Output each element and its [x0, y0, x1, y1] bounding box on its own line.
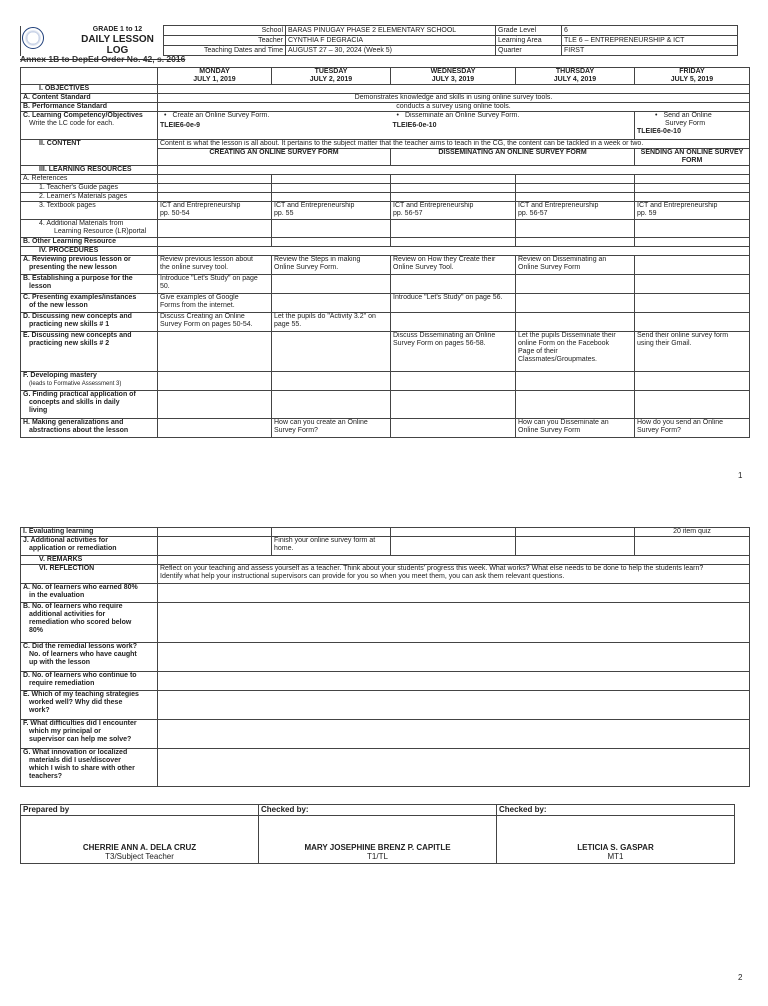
proc-i-label: I. Evaluating learning — [21, 528, 158, 537]
proc-c-wed: Introduce "Let's Study" on page 56. — [391, 294, 516, 313]
day-friday: FRIDAY — [679, 68, 705, 75]
proc-e-fri-2: using their Gmail. — [637, 340, 692, 347]
proc-c-label: C. Presenting examples/instances — [23, 294, 137, 301]
proc-a-wed-2: Online Survey Tool. — [393, 264, 454, 271]
learners-materials-label: 2. Learner's Materials pages — [21, 193, 158, 202]
proc-h-tue: How can you create an Online — [274, 419, 368, 426]
question-f-3: supervisor can help me solve? — [29, 736, 132, 743]
dates-label: Teaching Dates and Time — [164, 46, 286, 56]
day-tuesday: TUESDAY — [314, 68, 348, 75]
textbook-wed-pages: pp. 56-57 — [393, 210, 423, 217]
proc-b-label-2: lesson — [29, 283, 52, 290]
competency-wed: • Disseminate an Online Survey Form. — [393, 112, 633, 120]
date-monday: JULY 1, 2019 — [193, 76, 236, 83]
day-wednesday: WEDNESDAY — [430, 68, 476, 75]
additional-materials-label-2: Learning Resource (LR)portal — [54, 228, 147, 235]
signatory-title-2: T1/TL — [367, 852, 388, 861]
proc-g-label: G. Finding practical application of — [23, 391, 136, 398]
proc-a-label: A. Reviewing previous lesson or — [23, 256, 131, 263]
proc-d-tue-2: page 55. — [274, 321, 302, 328]
teachers-guide-label: 1. Teacher's Guide pages — [21, 184, 158, 193]
proc-b-mon: Introduce "Let's Study" on page — [160, 275, 258, 282]
proc-d-mon-2: Survey Form on pages 50-54. — [160, 321, 253, 328]
content-standard-label: A. Content Standard — [21, 94, 158, 103]
question-a-2: in the evaluation — [29, 592, 85, 599]
proc-a-mon: Review previous lesson about — [160, 256, 253, 263]
proc-b-mon-2: 50. — [160, 283, 170, 290]
textbook-mon-pages: pp. 50-54 — [160, 210, 190, 217]
day-monday: MONDAY — [199, 68, 230, 75]
proc-a-thu-2: Online Survey Form — [518, 264, 581, 271]
question-c-2: No. of learners who have caught — [29, 651, 137, 658]
proc-h-label: H. Making generalizations and — [23, 419, 124, 426]
question-b-2: additional activities for — [29, 611, 106, 618]
procedures-heading: IV. PROCEDURES — [21, 247, 158, 256]
date-tuesday: JULY 2, 2019 — [309, 76, 353, 83]
signatory-name-1: CHERRIE ANN A. DELA CRUZ — [82, 843, 197, 852]
proc-e-thu-4: Classmates/Groupmates. — [518, 356, 597, 363]
signature-table — [20, 804, 735, 864]
topic-creating: CREATING AN ONLINE SURVEY FORM — [158, 149, 391, 166]
proc-e-label-2: practicing new skills # 2 — [29, 340, 110, 347]
proc-c-label-2: of the new lesson — [29, 302, 88, 309]
page-number-2: 2 — [738, 973, 743, 982]
question-f: F. What difficulties did I encounter — [23, 720, 137, 727]
question-c-3: up with the lesson — [29, 659, 91, 666]
textbook-wed: ICT and Entrepreneurship — [393, 202, 474, 209]
textbook-thu-pages: pp. 56-57 — [518, 210, 548, 217]
topic-sending: SENDING AN ONLINE SURVEY FORM — [635, 149, 750, 166]
teacher-value: CYNTHIA F DEGRACIA — [286, 36, 496, 46]
proc-d-mon: Discuss Creating an Online — [160, 313, 245, 320]
proc-e-wed-2: Survey Form on pages 56-58. — [393, 340, 486, 347]
grade-level-value: 6 — [562, 26, 738, 36]
competency-fri: • Send an Online — [637, 112, 747, 120]
proc-a-thu: Review on Disseminating an — [518, 256, 607, 263]
textbook-mon: ICT and Entrepreneurship — [160, 202, 241, 209]
proc-c-mon-2: Forms from the internet. — [160, 302, 235, 309]
proc-h-fri-2: Survey Form? — [637, 427, 681, 434]
proc-j-label: J. Additional activities for — [23, 537, 108, 544]
proc-e-thu: Let the pupils Disseminate their — [518, 332, 616, 339]
proc-f-label: F. Developing mastery — [23, 372, 97, 379]
competency-mon: • Create an Online Survey Form. — [160, 112, 389, 120]
quarter-label: Quarter — [496, 46, 562, 56]
question-e: E. Which of my teaching strategies — [23, 691, 139, 698]
content-standard-value: Demonstrates knowledge and skills in using online survey tools. — [158, 94, 750, 103]
code-mon: TLEIE6-0e-9 — [160, 122, 201, 129]
checked-by-label-2: Checked by: — [497, 805, 735, 816]
other-resource-label: B. Other Learning Resource — [21, 238, 158, 247]
school-value: BARAS PINUGAY PHASE 2 ELEMENTARY SCHOOL — [286, 26, 496, 36]
proc-h-thu: How can you Disseminate an — [518, 419, 609, 426]
proc-e-label: E. Discussing new concepts and — [23, 332, 132, 339]
reflection-heading: VI. REFLECTION — [21, 565, 158, 584]
annex-note: Annex 1B to DepEd Order No. 42, s. 2016 — [20, 54, 186, 64]
proc-j-tue: Finish your online survey form at — [274, 537, 376, 544]
lesson-table-continued — [20, 527, 750, 787]
objectives-heading: I. OBJECTIVES — [21, 85, 158, 94]
reflection-text-2: Identify what help your instructional supervisors can provide for you so when you meet them, you can ask them relevant questions. — [160, 573, 565, 580]
proc-c-mon: Give examples of Google — [160, 294, 239, 301]
performance-standard-label: B. Performance Standard — [21, 103, 158, 112]
signatory-name-3: LETICIA S. GASPAR — [577, 843, 654, 852]
log-title: DAILY LESSON LOG — [81, 33, 154, 56]
proc-i-fri: 20 item quiz — [635, 528, 750, 537]
date-friday: JULY 5, 2019 — [670, 76, 714, 83]
proc-d-label: D. Discussing new concepts and — [23, 313, 132, 320]
references-label: A. References — [21, 175, 158, 184]
grade-span: GRADE 1 to 12 — [92, 25, 143, 33]
question-g-4: teachers? — [29, 773, 63, 780]
question-g: G. What innovation or localized — [23, 749, 128, 756]
day-header-row — [21, 68, 750, 85]
learning-area-label: Learning Area — [496, 36, 562, 46]
topic-disseminating: DISSEMINATING AN ONLINE SURVEY FORM — [391, 149, 635, 166]
question-d: D. No. of learners who continue to — [23, 672, 137, 679]
proc-a-wed: Review on How they Create their — [393, 256, 496, 263]
proc-e-fri: Send their online survey form — [637, 332, 729, 339]
textbook-tue: ICT and Entrepreneurship — [274, 202, 355, 209]
textbook-tue-pages: pp. 55 — [274, 210, 294, 217]
additional-materials-label: 4. Additional Materials from — [39, 220, 124, 227]
proc-f-sublabel: (leads to Formative Assessment 3) — [29, 381, 122, 387]
proc-h-thu-2: Online Survey Form — [518, 427, 581, 434]
proc-e-thu-2: online Form on the Facebook — [518, 340, 610, 347]
teacher-label: Teacher — [164, 36, 286, 46]
dates-value: AUGUST 27 – 30, 2024 (Week 5) — [286, 46, 496, 56]
day-thursday: THURSDAY — [555, 68, 595, 75]
proc-e-thu-3: Page of their — [518, 348, 558, 355]
question-c: C. Did the remedial lessons work? — [23, 643, 137, 650]
competency-sublabel: Write the LC code for each. — [29, 120, 115, 127]
signatory-name-2: MARY JOSEPHINE BRENZ P. CAPITLE — [304, 843, 451, 852]
signatory-title-3: MT1 — [607, 852, 624, 861]
header-table — [20, 25, 738, 56]
signatory-title-1: T3/Subject Teacher — [105, 852, 174, 861]
page-number-1: 1 — [738, 471, 743, 480]
proc-g-label-3: living — [29, 407, 48, 414]
question-d-2: require remediation — [29, 680, 95, 687]
date-wednesday: JULY 3, 2019 — [431, 76, 475, 83]
proc-a-tue-2: Online Survey Form. — [274, 264, 339, 271]
competency-fri-2: Survey Form — [665, 120, 706, 127]
code-wed: TLEIE6-0e-10 — [392, 122, 437, 129]
lesson-table — [20, 67, 750, 438]
proc-a-label-2: presenting the new lesson — [29, 264, 117, 271]
proc-a-mon-2: the online survey tool. — [160, 264, 229, 271]
prepared-by-label: Prepared by — [21, 805, 259, 816]
deped-seal-icon — [22, 27, 44, 49]
proc-g-label-2: concepts and skills in daily — [29, 399, 120, 406]
school-label: School — [164, 26, 286, 36]
question-b-3: remediation who scored below — [29, 619, 132, 626]
question-e-2: worked well? Why did these — [29, 699, 123, 706]
content-heading: II. CONTENT — [21, 140, 158, 166]
competency-label: C. Learning Competency/Objectives — [23, 112, 143, 119]
textbook-fri-pages: pp. 59 — [637, 210, 657, 217]
proc-d-tue: Let the pupils do "Activity 3.2" on — [274, 313, 376, 320]
question-g-3: which I wish to share with other — [29, 765, 135, 772]
content-description: Content is what the lesson is all about. It pertains to the subject matter that the teacher aims to teach in the CG, the content can be tackled in a week or two. — [158, 140, 750, 149]
proc-h-fri: How do you send an Online — [637, 419, 723, 426]
proc-a-tue: Review the Steps in making — [274, 256, 361, 263]
proc-e-wed: Discuss Disseminating an Online — [393, 332, 496, 339]
learning-area-value: TLE 6 – ENTREPRENEURSHIP & ICT — [562, 36, 738, 46]
question-b: B. No. of learners who require — [23, 603, 123, 610]
date-thursday: JULY 4, 2019 — [553, 76, 597, 83]
proc-h-label-2: abstractions about the lesson — [29, 427, 129, 434]
question-f-2: which my principal or — [29, 728, 101, 735]
proc-j-tue-2: home. — [274, 545, 294, 552]
performance-standard-value: conducts a survey using online tools. — [158, 103, 750, 112]
textbook-fri: ICT and Entrepreneurship — [637, 202, 718, 209]
proc-b-label: B. Establishing a purpose for the — [23, 275, 133, 282]
textbook-thu: ICT and Entrepreneurship — [518, 202, 599, 209]
question-g-2: materials did I use/discover — [29, 757, 121, 764]
question-b-4: 80% — [29, 627, 44, 634]
proc-j-label-2: application or remediation — [29, 545, 117, 552]
question-a: A. No. of learners who earned 80% — [23, 584, 138, 591]
checked-by-label-1: Checked by: — [259, 805, 497, 816]
resources-heading: III. LEARNING RESOURCES — [21, 166, 158, 175]
grade-level-label: Grade Level — [496, 26, 562, 36]
proc-d-label-2: practicing new skills # 1 — [29, 321, 110, 328]
question-e-3: work? — [29, 707, 50, 714]
proc-h-tue-2: Survey Form? — [274, 427, 318, 434]
reflection-text: Reflect on your teaching and assess yourself as a teacher. Think about your students' progress this week. What works? What else needs to be done to help the students learn? — [160, 565, 704, 572]
remarks-heading: V. REMARKS — [21, 556, 158, 565]
code-fri: TLEIE6-0e-10 — [637, 128, 681, 135]
quarter-value: FIRST — [562, 46, 738, 56]
textbook-label: 3. Textbook pages — [21, 202, 158, 220]
